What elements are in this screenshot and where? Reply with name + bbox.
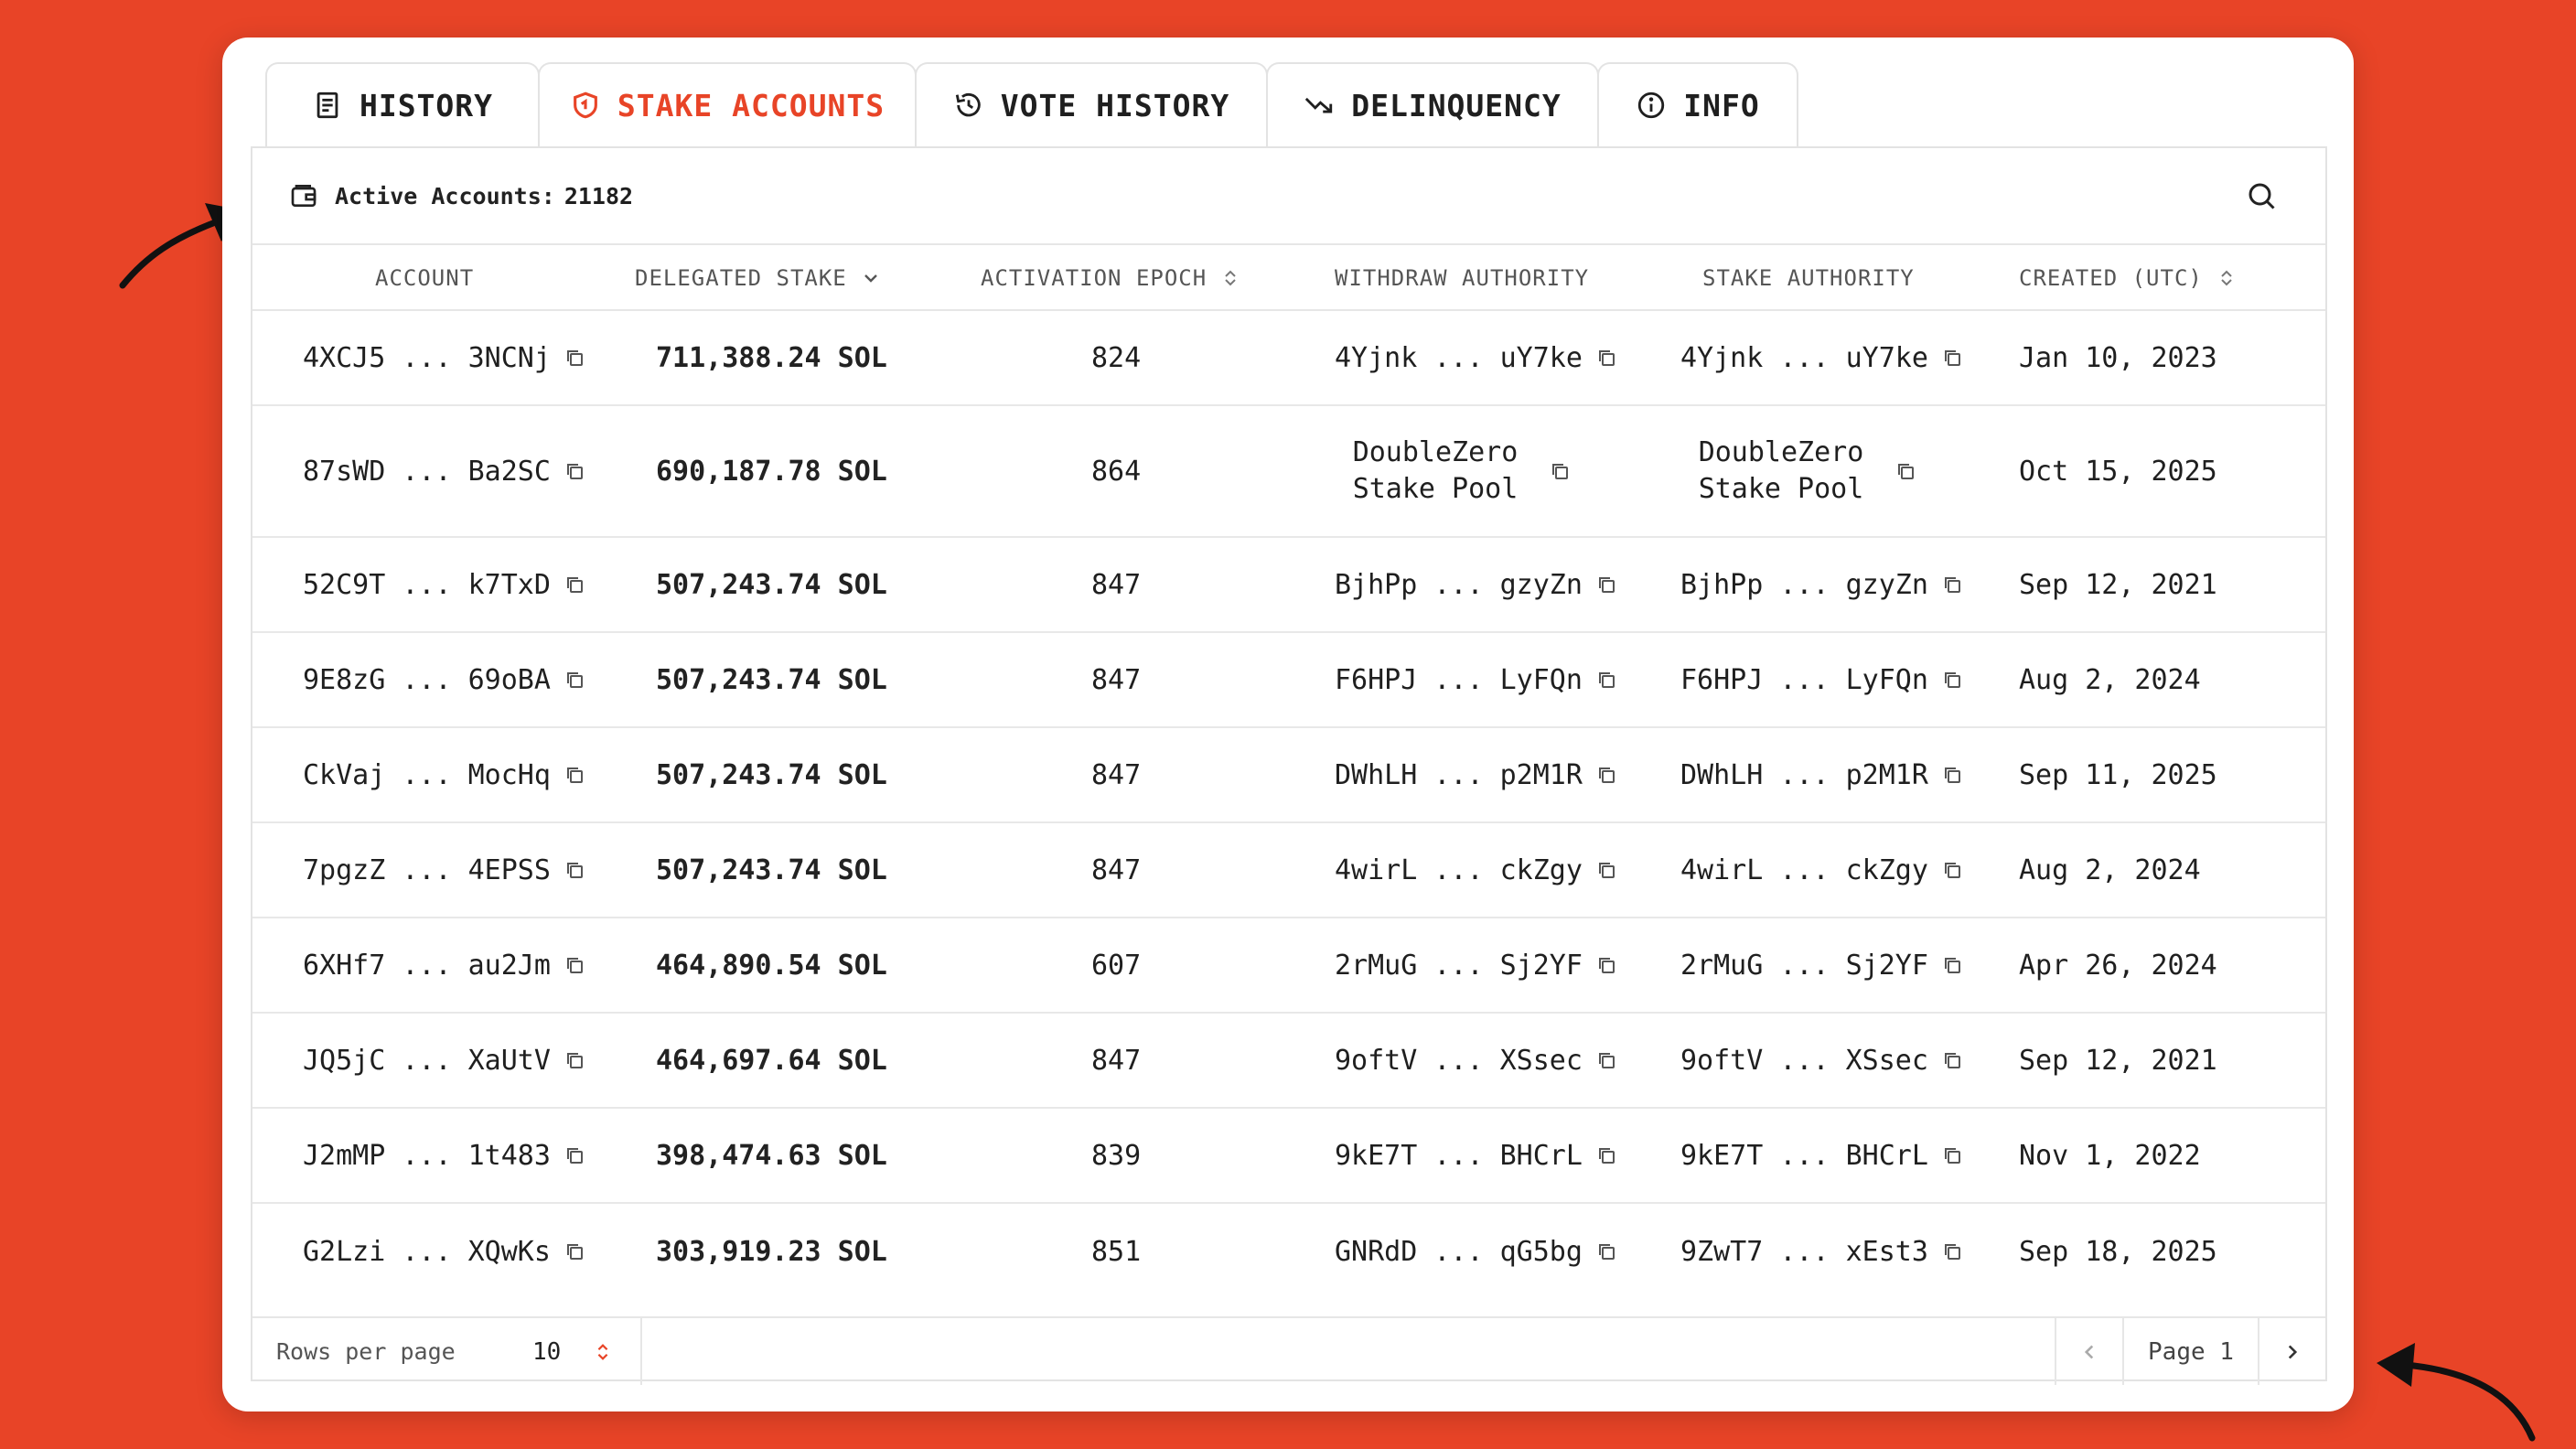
created-cell: Sep 18, 2025 bbox=[2019, 1235, 2217, 1268]
withdraw-authority[interactable]: 9oftV ... XSsec bbox=[1335, 1044, 1583, 1077]
created-cell: Nov 1, 2022 bbox=[2019, 1139, 2201, 1172]
table-row[interactable] bbox=[252, 406, 2325, 538]
withdraw-authority[interactable]: F6HPJ ... LyFQn bbox=[1335, 663, 1583, 696]
created-cell: Aug 2, 2024 bbox=[2019, 853, 2201, 886]
withdraw-authority[interactable]: 4Yjnk ... uY7ke bbox=[1335, 341, 1583, 374]
withdraw-authority-cell bbox=[1335, 538, 1617, 631]
withdraw-authority-cell bbox=[1335, 1014, 1617, 1107]
rows-per-page bbox=[252, 1318, 642, 1385]
tab-label: VOTE HISTORY bbox=[1000, 87, 1230, 123]
account-address[interactable]: 4XCJ5 ... 3NCNj bbox=[303, 341, 551, 374]
column-activation-epoch[interactable]: ACTIVATION EPOCH bbox=[981, 245, 1241, 311]
wallet-icon bbox=[289, 181, 318, 210]
stake-authority[interactable]: DoubleZero Stake Pool bbox=[1698, 436, 1864, 505]
account-address[interactable]: 6XHf7 ... au2Jm bbox=[303, 949, 551, 982]
withdraw-authority[interactable]: BjhPp ... gzyZn bbox=[1335, 568, 1583, 601]
table-row[interactable] bbox=[252, 823, 2325, 918]
document-icon bbox=[312, 90, 343, 121]
shield-icon bbox=[570, 90, 601, 121]
activation-epoch-cell: 847 bbox=[1091, 568, 1142, 601]
copy-icon[interactable] bbox=[564, 954, 585, 976]
account-cell bbox=[303, 538, 585, 631]
table-row[interactable] bbox=[252, 1109, 2325, 1204]
stake-authority-cell bbox=[1680, 1109, 1963, 1202]
stake-authority-cell bbox=[1680, 728, 1963, 821]
copy-icon[interactable] bbox=[564, 764, 585, 786]
account-cell bbox=[303, 1204, 585, 1299]
activation-epoch-cell: 847 bbox=[1091, 1044, 1142, 1077]
account-address[interactable]: 9E8zG ... 69oBA bbox=[303, 663, 551, 696]
table-row[interactable] bbox=[252, 728, 2325, 823]
column-withdraw-authority: WITHDRAW AUTHORITY bbox=[1335, 265, 1590, 291]
next-page-button[interactable] bbox=[2258, 1318, 2325, 1385]
delegated-stake-cell: 507,243.74 SOL bbox=[656, 853, 887, 886]
copy-icon[interactable] bbox=[1595, 859, 1617, 881]
stake-authority-cell bbox=[1680, 633, 1963, 726]
stake-authority[interactable]: F6HPJ ... LyFQn bbox=[1680, 663, 1928, 696]
withdraw-authority[interactable]: GNRdD ... qG5bg bbox=[1335, 1235, 1583, 1268]
stake-authority[interactable]: 9ZwT7 ... xEst3 bbox=[1680, 1235, 1928, 1268]
sort-icon bbox=[2216, 267, 2238, 289]
tab-history[interactable] bbox=[265, 62, 540, 146]
account-cell bbox=[303, 728, 585, 821]
stake-authority[interactable]: 4Yjnk ... uY7ke bbox=[1680, 341, 1928, 374]
copy-icon[interactable] bbox=[1941, 1240, 1963, 1262]
copy-icon[interactable] bbox=[564, 669, 585, 691]
copy-icon[interactable] bbox=[564, 1144, 585, 1166]
tab-stake-accounts[interactable] bbox=[538, 62, 917, 146]
copy-icon[interactable] bbox=[1941, 1049, 1963, 1071]
rows-per-page-label: Rows per page bbox=[276, 1338, 456, 1365]
tab-label: HISTORY bbox=[359, 87, 494, 123]
tab-vote-history[interactable] bbox=[915, 62, 1268, 146]
stake-authority-cell bbox=[1680, 823, 1963, 917]
withdraw-authority-cell bbox=[1335, 311, 1617, 404]
stake-accounts-panel bbox=[251, 146, 2327, 1381]
stake-authority-cell bbox=[1680, 538, 1963, 631]
copy-icon[interactable] bbox=[1595, 1049, 1617, 1071]
tab-label: DELINQUENCY bbox=[1351, 87, 1562, 123]
copy-icon[interactable] bbox=[1941, 1144, 1963, 1166]
account-cell bbox=[303, 1014, 585, 1107]
withdraw-authority-cell bbox=[1335, 918, 1617, 1012]
withdraw-authority-cell bbox=[1335, 1109, 1617, 1202]
copy-icon[interactable] bbox=[1595, 574, 1617, 596]
activation-epoch-cell: 839 bbox=[1091, 1139, 1142, 1172]
copy-icon[interactable] bbox=[1941, 347, 1963, 369]
copy-icon[interactable] bbox=[1941, 859, 1963, 881]
delegated-stake-cell: 711,388.24 SOL bbox=[656, 341, 887, 374]
table-row[interactable] bbox=[252, 1014, 2325, 1109]
column-account: ACCOUNT bbox=[375, 265, 475, 291]
withdraw-authority[interactable]: DoubleZero Stake Pool bbox=[1352, 436, 1519, 505]
copy-icon[interactable] bbox=[1941, 669, 1963, 691]
column-stake-authority: STAKE AUTHORITY bbox=[1702, 265, 1915, 291]
account-address[interactable]: J2mMP ... 1t483 bbox=[303, 1139, 551, 1172]
account-cell bbox=[303, 633, 585, 726]
activation-epoch-cell: 847 bbox=[1091, 663, 1142, 696]
chevron-right-icon bbox=[2281, 1340, 2304, 1364]
account-address[interactable]: 87sWD ... Ba2SC bbox=[303, 455, 551, 488]
account-cell bbox=[303, 406, 585, 536]
table-row[interactable] bbox=[252, 633, 2325, 728]
created-cell: Sep 12, 2021 bbox=[2019, 568, 2217, 601]
copy-icon[interactable] bbox=[1941, 954, 1963, 976]
withdraw-authority-cell bbox=[1335, 823, 1617, 917]
account-cell bbox=[303, 1109, 585, 1202]
table-row[interactable] bbox=[252, 538, 2325, 633]
account-address[interactable]: JQ5jC ... XaUtV bbox=[303, 1044, 551, 1077]
search-icon[interactable] bbox=[2245, 179, 2278, 212]
stake-authority-cell bbox=[1680, 1014, 1963, 1107]
table-row[interactable] bbox=[252, 311, 2325, 406]
stake-authority[interactable]: BjhPp ... gzyZn bbox=[1680, 568, 1928, 601]
copy-icon[interactable] bbox=[1595, 764, 1617, 786]
activation-epoch-cell: 824 bbox=[1091, 341, 1142, 374]
stake-authority[interactable]: 9kE7T ... BHCrL bbox=[1680, 1139, 1928, 1172]
table-body bbox=[252, 311, 2325, 1299]
withdraw-authority[interactable]: 4wirL ... ckZgy bbox=[1335, 853, 1583, 886]
withdraw-authority-cell bbox=[1335, 406, 1571, 536]
created-cell: Sep 12, 2021 bbox=[2019, 1044, 2217, 1077]
stake-authority-cell bbox=[1680, 406, 1916, 536]
account-address[interactable]: G2Lzi ... XQwKs bbox=[303, 1235, 551, 1268]
withdraw-authority-cell bbox=[1335, 1204, 1617, 1299]
activation-epoch-cell: 864 bbox=[1091, 455, 1142, 488]
stake-authority-cell bbox=[1680, 918, 1963, 1012]
copy-icon[interactable] bbox=[1595, 1144, 1617, 1166]
delegated-stake-cell: 507,243.74 SOL bbox=[656, 568, 887, 601]
copy-icon[interactable] bbox=[564, 460, 585, 482]
table-header bbox=[252, 245, 2325, 311]
copy-icon[interactable] bbox=[1894, 460, 1916, 482]
stake-authority[interactable]: 2rMuG ... Sj2YF bbox=[1680, 949, 1928, 982]
copy-icon[interactable] bbox=[1941, 764, 1963, 786]
copy-icon[interactable] bbox=[1595, 347, 1617, 369]
activation-epoch-cell: 851 bbox=[1091, 1235, 1142, 1268]
table-footer bbox=[252, 1316, 2325, 1383]
copy-icon[interactable] bbox=[564, 347, 585, 369]
stake-authority-cell bbox=[1680, 1204, 1963, 1299]
tab-info[interactable] bbox=[1597, 62, 1798, 146]
activation-epoch-cell: 847 bbox=[1091, 853, 1142, 886]
created-cell: Oct 15, 2025 bbox=[2019, 455, 2217, 488]
account-cell bbox=[303, 918, 585, 1012]
account-address[interactable]: 7pgzZ ... 4EPSS bbox=[303, 853, 551, 886]
prev-page-button[interactable] bbox=[2055, 1318, 2122, 1385]
delegated-stake-cell: 303,919.23 SOL bbox=[656, 1235, 887, 1268]
withdraw-authority[interactable]: DWhLH ... p2M1R bbox=[1335, 758, 1583, 791]
table-row[interactable] bbox=[252, 918, 2325, 1014]
tab-bar bbox=[265, 62, 1797, 146]
withdraw-authority-cell bbox=[1335, 633, 1617, 726]
pointer-arrow-bottom-right bbox=[2369, 1317, 2543, 1445]
copy-icon[interactable] bbox=[564, 574, 585, 596]
rows-per-page-select[interactable]: 10 bbox=[532, 1337, 562, 1366]
created-cell: Apr 26, 2024 bbox=[2019, 949, 2217, 982]
delegated-stake-cell: 398,474.63 SOL bbox=[656, 1139, 887, 1172]
account-cell bbox=[303, 823, 585, 917]
created-cell: Aug 2, 2024 bbox=[2019, 663, 2201, 696]
sort-icon bbox=[1219, 267, 1241, 289]
withdraw-authority[interactable]: 2rMuG ... Sj2YF bbox=[1335, 949, 1583, 982]
copy-icon[interactable] bbox=[564, 1049, 585, 1071]
active-accounts-label: Active Accounts: bbox=[335, 182, 555, 209]
toolbar bbox=[252, 148, 2325, 245]
column-created[interactable]: CREATED (UTC) bbox=[2019, 245, 2238, 311]
withdraw-authority[interactable]: 9kE7T ... BHCrL bbox=[1335, 1139, 1583, 1172]
delegated-stake-cell: 464,890.54 SOL bbox=[656, 949, 887, 982]
delegated-stake-cell: 507,243.74 SOL bbox=[656, 663, 887, 696]
tab-label: INFO bbox=[1683, 87, 1760, 123]
created-cell: Jan 10, 2023 bbox=[2019, 341, 2217, 374]
tab-delinquency[interactable] bbox=[1266, 62, 1599, 146]
stake-authority-cell bbox=[1680, 311, 1963, 404]
trend-down-icon bbox=[1304, 90, 1335, 121]
column-delegated-stake[interactable]: DELEGATED STAKE bbox=[635, 245, 882, 311]
delegated-stake-cell: 464,697.64 SOL bbox=[656, 1044, 887, 1077]
account-address[interactable]: CkVaj ... MocHq bbox=[303, 758, 551, 791]
delegated-stake-cell: 690,187.78 SOL bbox=[656, 455, 887, 488]
stake-authority[interactable]: 4wirL ... ckZgy bbox=[1680, 853, 1928, 886]
page-indicator: Page 1 bbox=[2122, 1318, 2258, 1385]
tab-label: STAKE ACCOUNTS bbox=[617, 87, 886, 123]
stake-accounts-card bbox=[222, 38, 2354, 1411]
delegated-stake-cell: 507,243.74 SOL bbox=[656, 758, 887, 791]
copy-icon[interactable] bbox=[564, 1240, 585, 1262]
chevron-down-icon bbox=[860, 267, 882, 289]
table-row[interactable] bbox=[252, 1204, 2325, 1299]
history-icon bbox=[953, 90, 984, 121]
active-accounts-count: 21182 bbox=[564, 182, 634, 209]
copy-icon[interactable] bbox=[1941, 574, 1963, 596]
account-address[interactable]: 52C9T ... k7TxD bbox=[303, 568, 551, 601]
created-cell: Sep 11, 2025 bbox=[2019, 758, 2217, 791]
copy-icon[interactable] bbox=[1595, 669, 1617, 691]
withdraw-authority-cell bbox=[1335, 728, 1617, 821]
chevron-left-icon bbox=[2077, 1340, 2101, 1364]
stake-authority[interactable]: 9oftV ... XSsec bbox=[1680, 1044, 1928, 1077]
activation-epoch-cell: 847 bbox=[1091, 758, 1142, 791]
stake-authority[interactable]: DWhLH ... p2M1R bbox=[1680, 758, 1928, 791]
account-cell bbox=[303, 311, 585, 404]
info-icon bbox=[1636, 90, 1667, 121]
pagination bbox=[2055, 1318, 2325, 1385]
copy-icon[interactable] bbox=[564, 859, 585, 881]
copy-icon[interactable] bbox=[1549, 460, 1571, 482]
copy-icon[interactable] bbox=[1595, 954, 1617, 976]
activation-epoch-cell: 607 bbox=[1091, 949, 1142, 982]
chevron-updown-icon[interactable] bbox=[593, 1340, 613, 1364]
copy-icon[interactable] bbox=[1595, 1240, 1617, 1262]
